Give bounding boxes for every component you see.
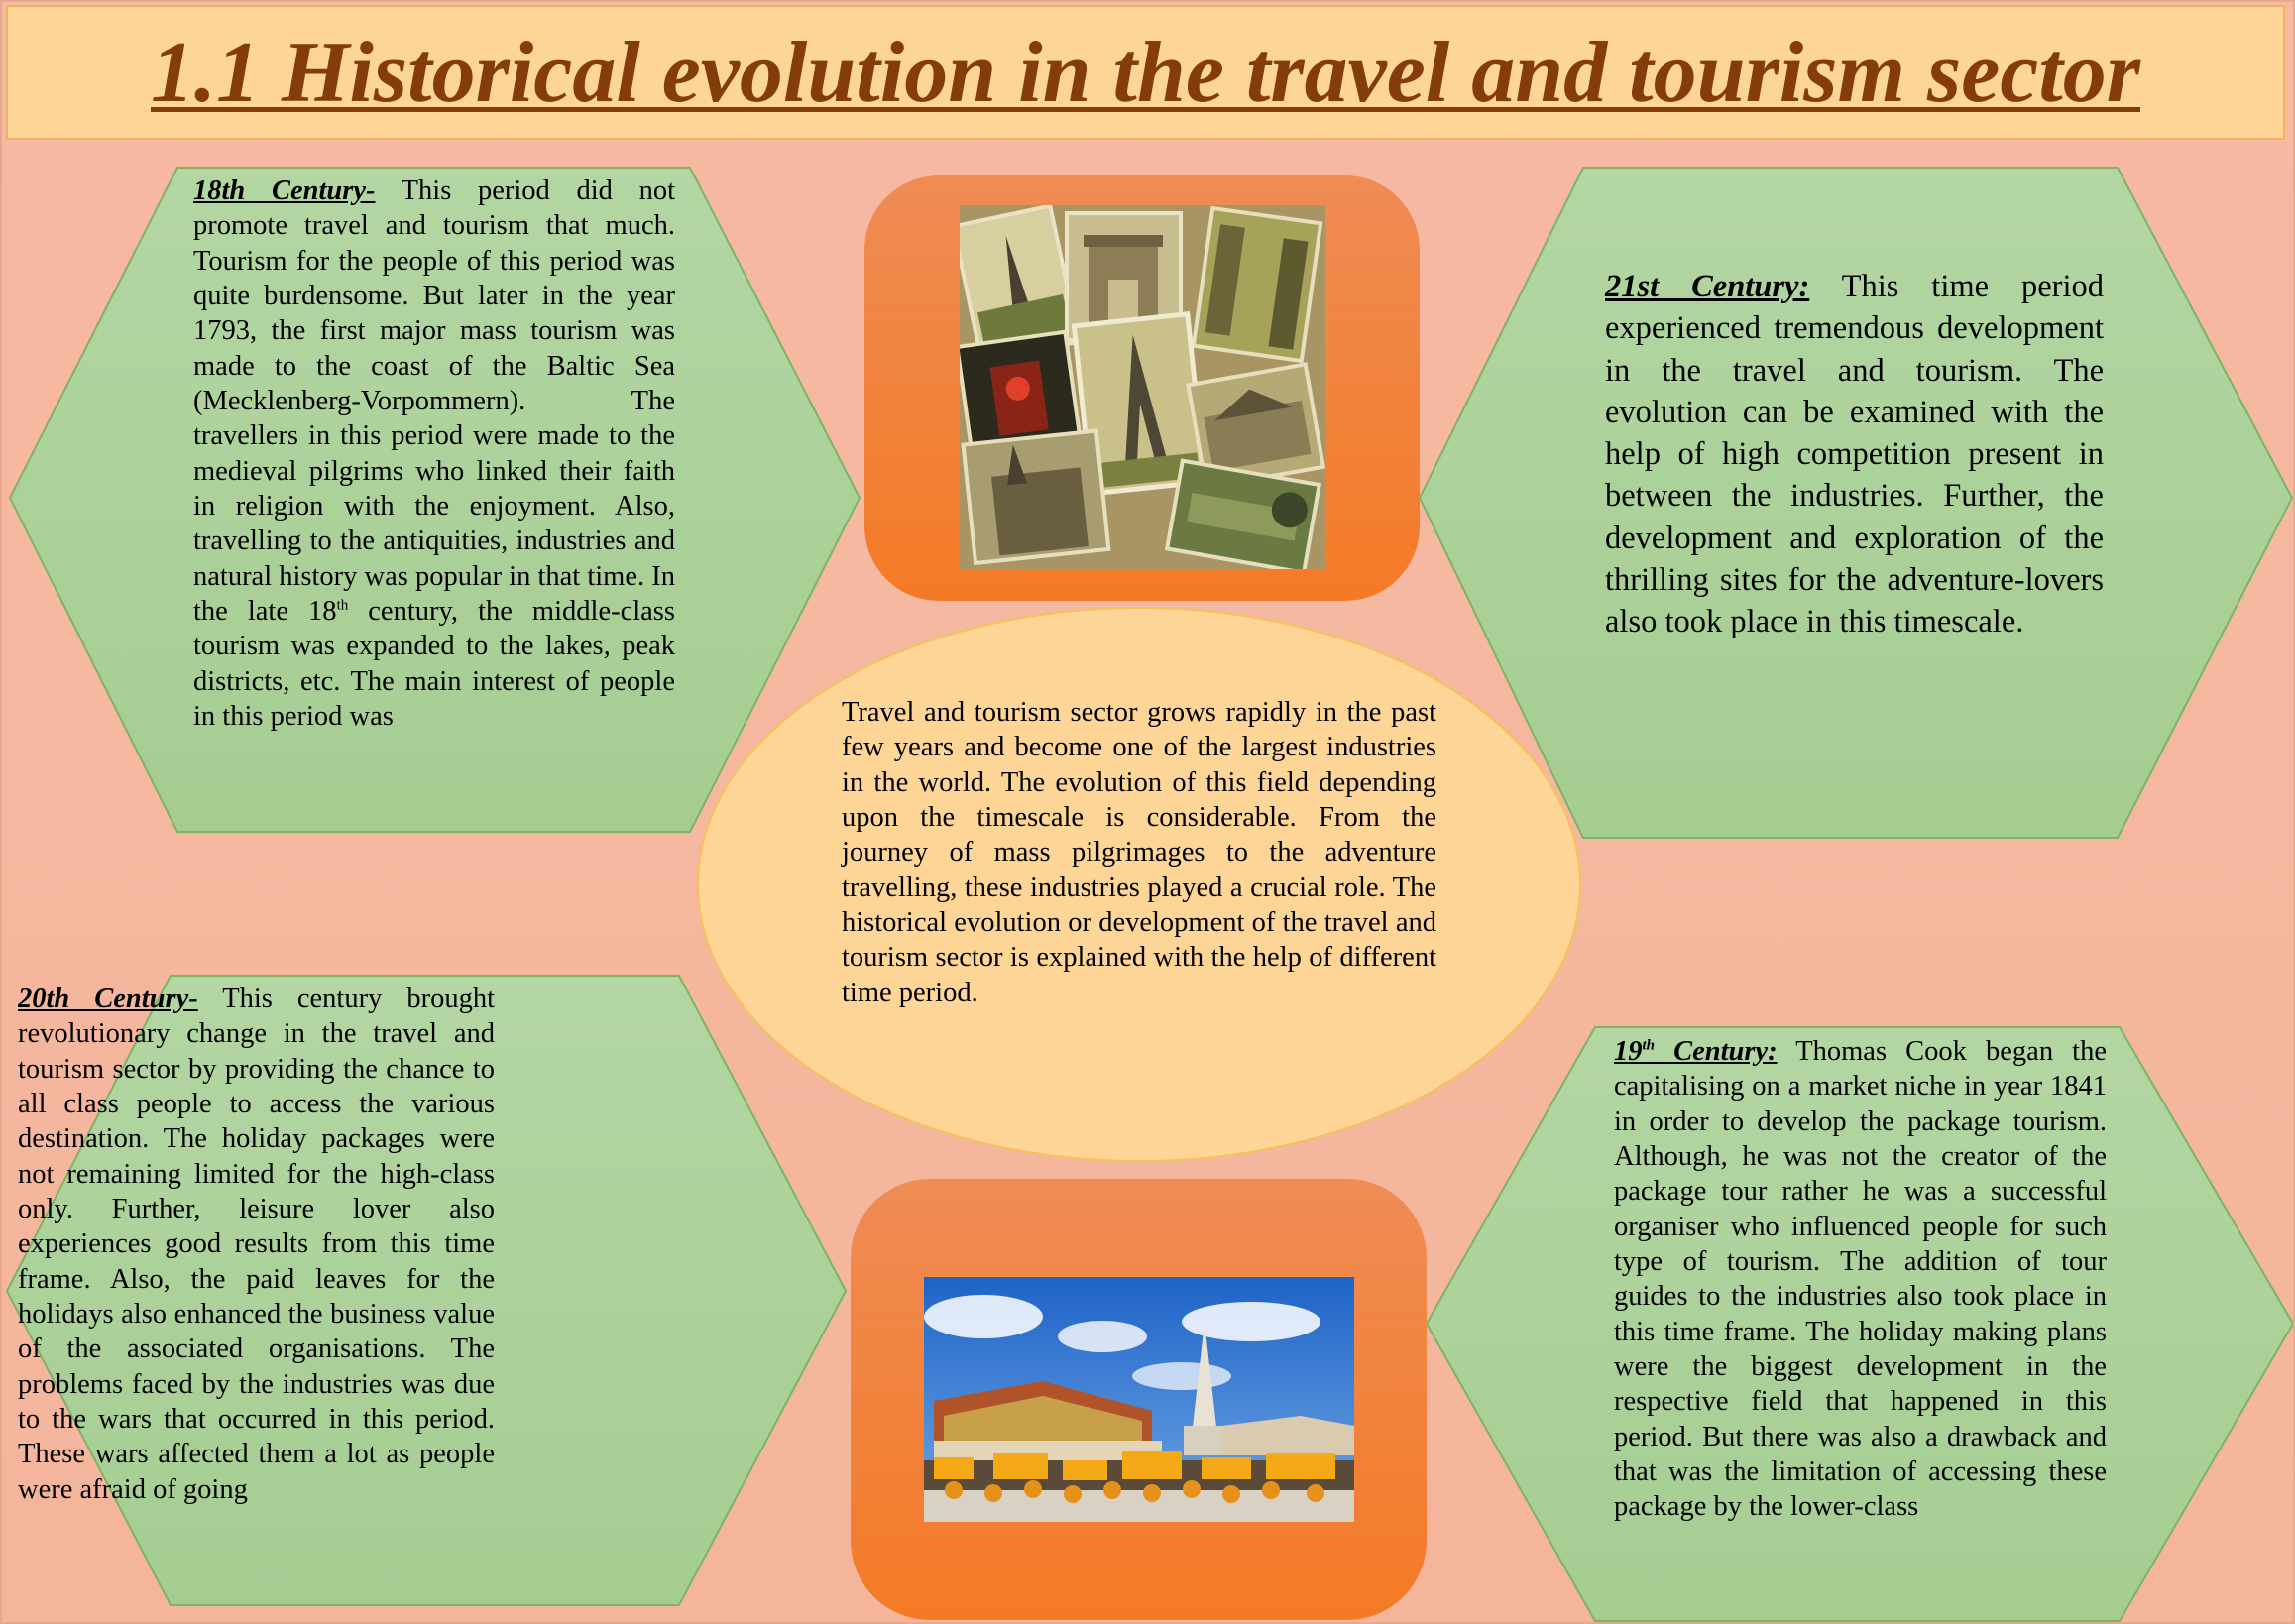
body-20th: This century brought revolutionary change in the travel and tourism sector by providing the chance to all class people to access the various destination. The holiday packages were not remaining limited for the high-class only. Further, leisure lover also experiences good results from this time frame. Also, the paid leaves for the holidays also enhanced the business value of the associated organisations. The problems faced by the industries was due to the wars that occurred in this period. These wars affected them a lot as people were afraid of going: [18, 984, 495, 1505]
heading-19th-num: 19: [1614, 1036, 1643, 1067]
postcards-image: [960, 205, 1325, 569]
heading-20th: 20th Century-: [18, 984, 198, 1014]
temple-festival-image: [924, 1277, 1354, 1522]
sup-18th: th: [336, 597, 349, 614]
intro-text: [842, 695, 1436, 1010]
intro-body: Travel and tourism sector grows rapidly in the past few years and become one of the largest industries in the world. The evolution of this field depending upon the timescale is considerable. From the journey of mass pilgrimages to the adventure travelling, these industries played a crucial role. The historical evolution or development of the travel and tourism sector is explained with the help of different time period.: [842, 697, 1436, 1008]
body-19th: Thomas Cook began the capitalising on a market niche in year 1841 in order to develop the package tourism. Although, he was not the creator of the package tour rather he was a successful organiser who influenced people for such type of tourism. The addition of tour guides to the industries also took place in this time frame. The holiday making plans were the biggest development in the respective field that happened in this period. But there was also a drawback and that was the limitation of accessing these package by the lower-class: [1614, 1036, 2107, 1523]
body-18th-end: century, the middle-class tourism was expanded to the lakes, peak districts, etc. The main interest of people in this period was: [193, 595, 675, 732]
section-21st-century: [1605, 266, 2104, 642]
body-21st: This time period experienced tremendous development in the travel and tourism. The evolution can be examined with the help of high competition present in between the industries. Further, the development and exploration of the thrilling sites for the adventure-lovers also took place in this timescale.: [1605, 269, 2105, 639]
heading-21st: 21st Century:: [1605, 269, 1810, 304]
heading-18th: 18th Century-: [193, 175, 376, 206]
page-title: 1.1 Historical evolution in the travel and tourism sector: [150, 24, 2141, 121]
section-19th-century: [1614, 1034, 2107, 1616]
body-18th: This period did not promote travel and tourism that much. Tourism for the people of this period was quite burdensome. But later in the year 1793, the first major mass tourism was made to the coast of the Baltic Sea (Mecklenberg-Vorpommern). The travellers in this period were made to the medieval pilgrims who linked their faith in religion with the enjoyment. Also, travelling to the antiquities, industries and natural history was popular in that time. In the late 18: [193, 175, 675, 627]
section-18th-century: [193, 174, 675, 823]
heading-19th-sup: th: [1642, 1037, 1656, 1054]
section-20th-century: [18, 982, 495, 1600]
heading-19th-rest: Century:: [1655, 1036, 1778, 1067]
heading-19th: [1614, 1036, 1778, 1067]
